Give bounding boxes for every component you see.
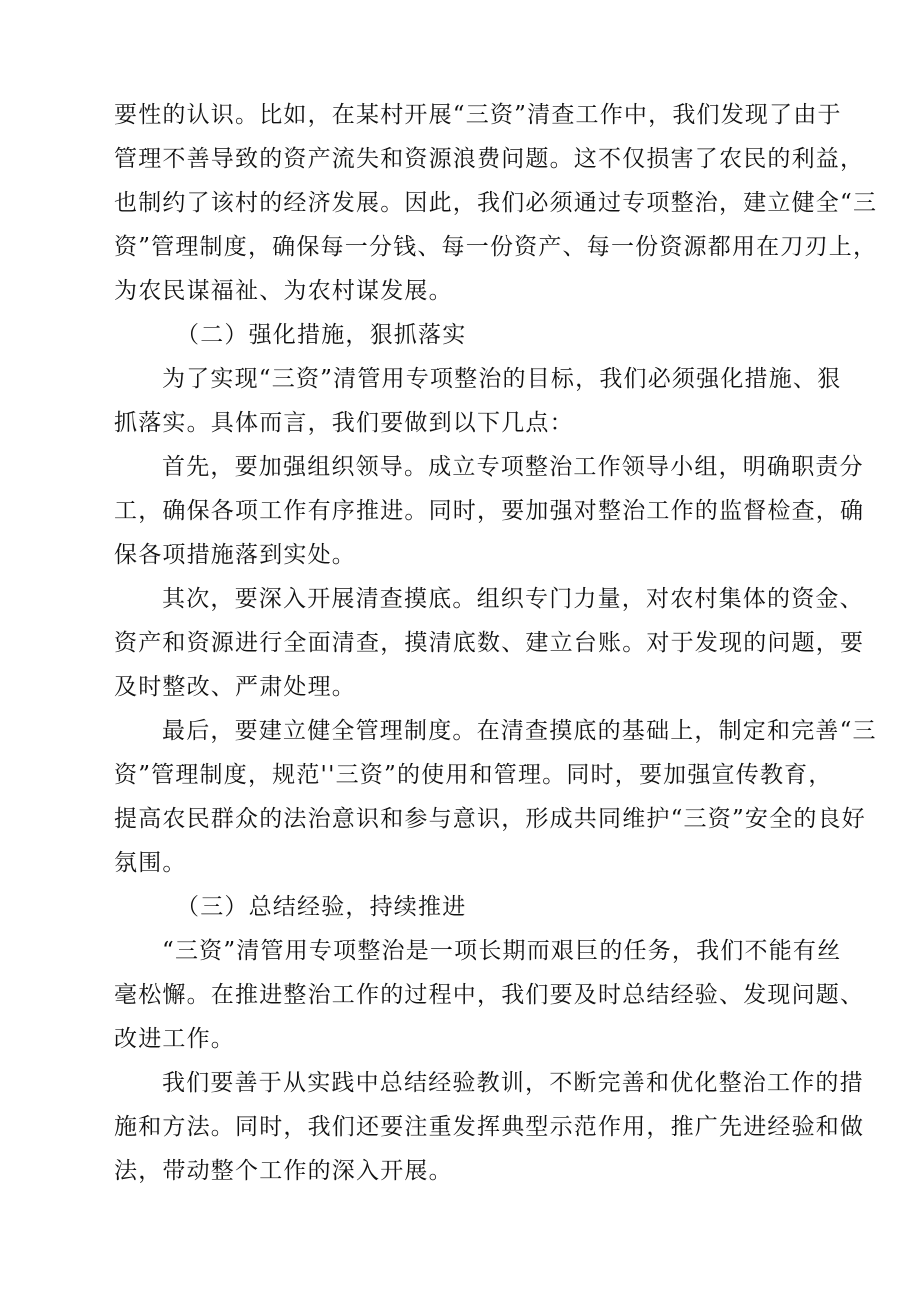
- paragraph-line: 抓落实。具体而言，我们要做到以下几点：: [114, 410, 574, 436]
- paragraph-line: 也制约了该村的经济发展。因此，我们必须通过专项整治，建立健全“三: [114, 190, 878, 216]
- section-heading-3: （三）总结经验，持续推进: [176, 894, 467, 920]
- paragraph-line: 资产和资源进行全面清查，摸清底数、建立台账。对于发现的问题，要: [114, 630, 865, 656]
- paragraph-line: 我们要善于从实践中总结经验教训，不断完善和优化整治工作的措: [162, 1070, 864, 1096]
- paragraph-line: “三资”清管用专项整治是一项长期而艰巨的任务，我们不能有丝: [162, 938, 842, 964]
- paragraph-line: 管理不善导致的资产流失和资源浪费问题。这不仅损害了农民的利益，: [114, 146, 865, 172]
- paragraph-line: 及时整改、严肃处理。: [114, 674, 356, 700]
- paragraph-line: 最后，要建立健全管理制度。在清查摸底的基础上，制定和完善“三: [162, 718, 877, 744]
- paragraph-line: 其次，要深入开展清查摸底。组织专门力量，对农村集体的资金、: [162, 586, 864, 612]
- paragraph-line: 资”管理制度，规范''三资”的使用和管理。同时，要加强宣传教育，: [114, 762, 833, 788]
- paragraph-line: 法，带动整个工作的深入开展。: [114, 1158, 453, 1184]
- paragraph-line: 施和方法。同时，我们还要注重发挥典型示范作用，推广先进经验和做: [114, 1114, 865, 1140]
- paragraph-line: 为农民谋福祉、为农村谋发展。: [114, 278, 453, 304]
- paragraph-line: 改进工作。: [114, 1026, 235, 1052]
- paragraph-line: 提高农民群众的法治意识和参与意识，形成共同维护“三资”安全的良好: [114, 806, 866, 832]
- paragraph-line: 保各项措施落到实处。: [114, 542, 356, 568]
- paragraph-line: 首先，要加强组织领导。成立专项整治工作领导小组，明确职责分: [162, 454, 864, 480]
- paragraph-line: 资”管理制度，确保每一分钱、每一份资产、每一份资源都用在刀刃上，: [114, 234, 878, 260]
- paragraph-line: 工，确保各项工作有序推进。同时，要加强对整治工作的监督检查，确: [114, 498, 865, 524]
- paragraph-line: 毫松懈。在推进整治工作的过程中，我们要及时总结经验、发现问题、: [114, 982, 865, 1008]
- section-heading-2: （二）强化措施，狠抓落实: [176, 322, 467, 348]
- paragraph-line: 要性的认识。比如，在某村开展“三资”清查工作中，我们发现了由于: [114, 102, 842, 128]
- paragraph-line: 氛围。: [114, 850, 187, 876]
- paragraph-line: 为了实现“三资”清管用专项整治的目标，我们必须强化措施、狠: [162, 366, 842, 392]
